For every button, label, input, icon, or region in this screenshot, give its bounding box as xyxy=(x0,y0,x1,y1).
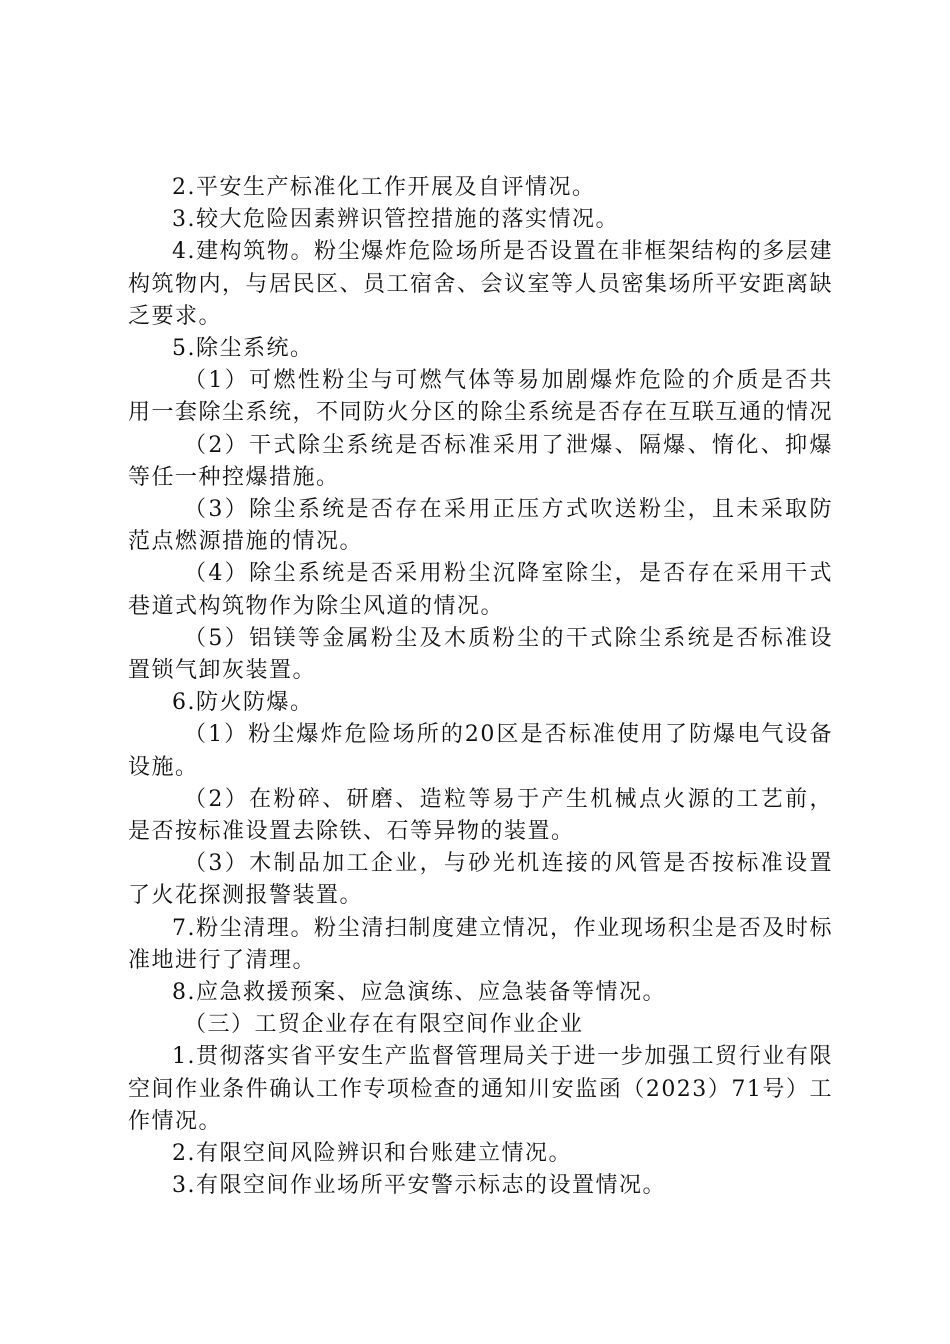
paragraph-fire-explosion-item-2: （2）在粉碎、研磨、造粒等易于产生机械点火源的工艺前，是否按标准设置去除铁、石等异物的装置。 xyxy=(128,786,833,845)
paragraph-dust-removal-item-3: （3）除尘系统是否存在采用正压方式吹送粉尘，且未采取防范点燃源措施的情况。 xyxy=(128,497,833,555)
paragraph-major-risk-control: 3.较大危险因素辨识管控措施的落实情况。 xyxy=(172,207,619,233)
paragraph-dust-removal-item-4: （4）除尘系统是否采用粉尘沉降室除尘，是否存在采用干式巷道式构筑物作为除尘风道的情况。 xyxy=(128,561,833,619)
paragraph-dust-removal-item-2: （2）干式除尘系统是否标准采用了泄爆、隔爆、惰化、抑爆等任一种控爆措施。 xyxy=(128,432,833,490)
section-heading-confined-space: （三）工贸企业存在有限空间作业企业 xyxy=(184,1012,584,1038)
paragraph-dust-removal-item-1: （1）可燃性粉尘与可燃气体等易加剧爆炸危险的介质是否共用一套除尘系统，不同防火分区的除尘系统是否存在互联互通的情况 xyxy=(128,368,834,426)
paragraph-safety-standardization: 2.平安生产标准化工作开展及自评情况。 xyxy=(172,175,596,200)
paragraph-confined-space-signs: 3.有限空间作业场所平安警示标志的设置情况。 xyxy=(172,1173,666,1199)
paragraph-fire-explosion-item-1: （1）粉尘爆炸危险场所的20区是否标准使用了防爆电气设备设施。 xyxy=(128,722,833,780)
paragraph-buildings: 4.建构筑物。粉尘爆炸危险场所是否设置在非框架结构的多层建构筑物内，与居民区、员工宿舍、会议室等人员密集场所平安距离缺乏要求。 xyxy=(128,239,834,329)
paragraph-dust-removal-heading: 5.除尘系统。 xyxy=(172,336,314,362)
document-body xyxy=(128,172,833,1203)
paragraph-emergency: 8.应急救援预案、应急演练、应急装备等情况。 xyxy=(172,980,666,1006)
paragraph-dust-removal-item-5: （5）铝镁等金属粉尘及木质粉尘的干式除尘系统是否标准设置锁气卸灰装置。 xyxy=(128,625,833,684)
paragraph-confined-space-notice: 1.贯彻落实省平安生产监督管理局关于进一步加强工贸行业有限空间作业条件确认工作专项检查的通知川安监函（2023）71号）工作情况。 xyxy=(128,1044,833,1134)
paragraph-fire-explosion-item-3: （3）木制品加工企业，与砂光机连接的风管是否按标准设置了火花探测报警装置。 xyxy=(128,851,833,909)
paragraph-fire-explosion-heading: 6.防火防爆。 xyxy=(172,690,314,716)
paragraph-confined-space-risk: 2.有限空间风险辨识和台账建立情况。 xyxy=(172,1141,572,1167)
paragraph-dust-cleaning: 7.粉尘清理。粉尘清扫制度建立情况，作业现场积尘是否及时标准地进行了清理。 xyxy=(128,915,833,973)
